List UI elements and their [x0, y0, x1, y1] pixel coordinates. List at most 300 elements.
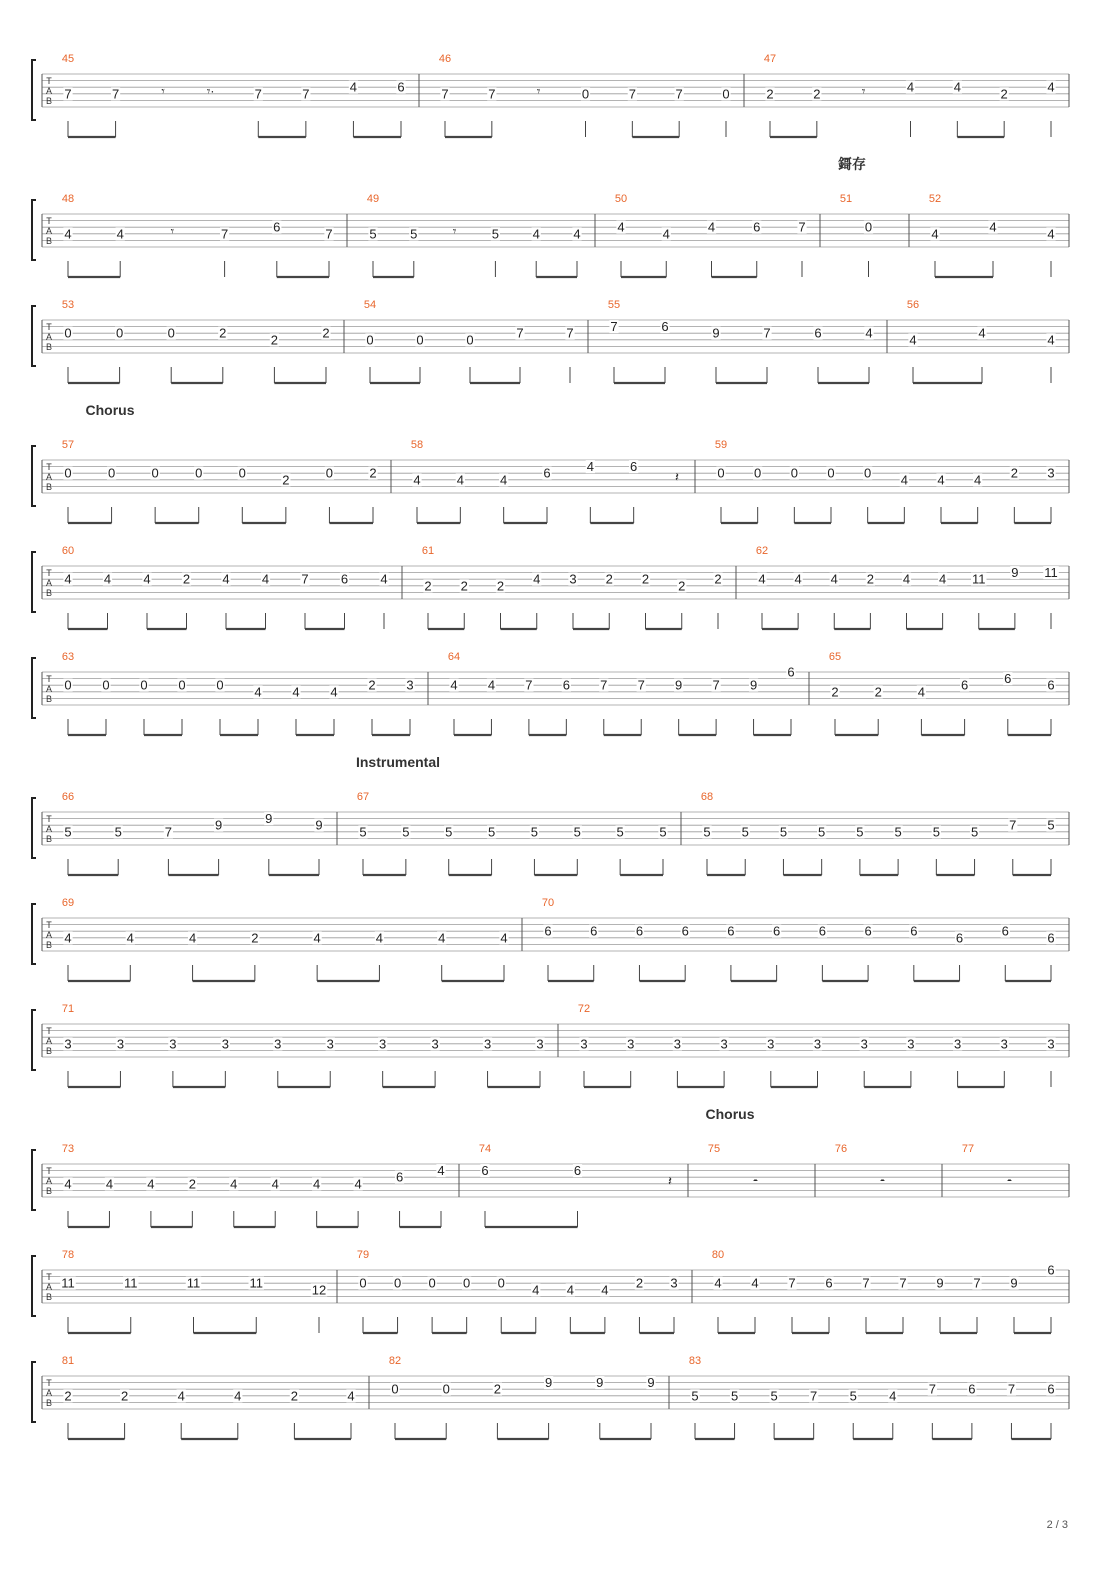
fret-number: 0 — [140, 677, 148, 693]
tab-clef-letter: A — [45, 472, 53, 482]
fret-number: 3 — [536, 1036, 544, 1052]
fret-number: 4 — [313, 930, 321, 946]
fret-number: 0 — [366, 332, 374, 348]
tab-clef-letter: A — [45, 684, 53, 694]
tab-clef-letter: A — [45, 1388, 53, 1398]
measure-number: 76 — [834, 1143, 848, 1155]
fret-number: 2 — [678, 578, 686, 594]
fret-number: 9 — [596, 1375, 604, 1391]
fret-number: 4 — [989, 219, 997, 235]
fret-number: 6 — [814, 325, 822, 341]
fret-number: 4 — [261, 571, 270, 587]
fret-number: 4 — [64, 226, 72, 242]
tab-clef-letter: A — [45, 86, 53, 96]
fret-number: 0 — [754, 465, 762, 481]
rest-symbol: 𝄾 — [536, 83, 541, 99]
fret-number: 3 — [431, 1036, 439, 1052]
fret-number: 7 — [763, 325, 771, 341]
fret-number: 3 — [860, 1036, 868, 1052]
fret-number: 7 — [637, 677, 645, 693]
fret-number: 2 — [493, 1381, 502, 1397]
fret-number: 2 — [866, 571, 874, 587]
fret-number: 6 — [395, 1169, 404, 1185]
fret-number: 3 — [673, 1036, 682, 1052]
fret-number: 2 — [368, 677, 376, 693]
fret-number: 2 — [188, 1176, 196, 1192]
fret-number: 6 — [787, 664, 795, 680]
tab-system — [32, 754, 1069, 875]
fret-number: 0 — [416, 332, 424, 348]
fret-number: 3 — [720, 1036, 728, 1052]
fret-number: 0 — [466, 332, 474, 348]
tab-clef-letter: T — [46, 920, 52, 930]
measure-number: 82 — [388, 1355, 402, 1367]
fret-number: 6 — [727, 923, 735, 939]
measure-number: 83 — [688, 1355, 702, 1367]
fret-number: 4 — [889, 1388, 897, 1404]
fret-number: 6 — [1001, 923, 1009, 939]
fret-number: 6 — [340, 571, 349, 587]
rest-symbol: 𝄼 — [880, 1173, 885, 1189]
fret-number: 6 — [825, 1275, 833, 1291]
system-brace — [32, 798, 36, 858]
fret-number: 3 — [627, 1036, 635, 1052]
fret-number: 5 — [818, 824, 826, 840]
measure-number: 50 — [614, 193, 628, 205]
rest-symbol: 𝄾· — [206, 83, 215, 99]
measure-number: 73 — [61, 1143, 75, 1155]
fret-number: 5 — [445, 824, 453, 840]
tab-clef-letter: B — [45, 834, 53, 844]
fret-number: 4 — [188, 930, 197, 946]
fret-number: 5 — [741, 824, 749, 840]
fret-number: 7 — [302, 86, 310, 102]
tab-system — [32, 53, 1069, 137]
measure-number: 53 — [61, 299, 75, 311]
fret-number: 0 — [216, 677, 224, 693]
fret-number: 3 — [1047, 465, 1055, 481]
fret-number: 7 — [488, 86, 496, 102]
section-label: Chorus — [85, 402, 135, 418]
fret-number: 2 — [605, 571, 613, 587]
fret-number: 5 — [410, 226, 418, 242]
fret-number: 0 — [722, 86, 730, 102]
fret-number: 7 — [798, 219, 806, 235]
fret-number: 11 — [972, 571, 986, 587]
tab-clef-letter: A — [45, 578, 53, 588]
fret-number: 3 — [569, 571, 577, 587]
system-brace — [32, 1256, 36, 1316]
tab-system — [32, 1355, 1069, 1439]
tab-system — [32, 897, 1069, 981]
fret-number: 6 — [635, 923, 644, 939]
tab-clef-letter: B — [45, 588, 53, 598]
measure-number: 81 — [61, 1355, 75, 1367]
fret-number: 11 — [249, 1275, 263, 1291]
fret-number: 9 — [1010, 1275, 1018, 1291]
tab-clef-letter: A — [45, 1176, 53, 1186]
tab-clef-letter: B — [45, 1186, 53, 1196]
fret-number: 4 — [354, 1176, 362, 1192]
fret-number: 3 — [116, 1036, 125, 1052]
tab-clef-letter: A — [45, 930, 53, 940]
fret-number: 2 — [813, 86, 821, 102]
measure-number: 63 — [61, 651, 75, 663]
fret-number: 5 — [1047, 817, 1055, 833]
measure-number: 54 — [363, 299, 377, 311]
tab-clef-letter: B — [45, 96, 53, 106]
fret-number: 4 — [330, 684, 338, 700]
fret-number: 4 — [126, 930, 134, 946]
fret-number: 5 — [894, 824, 902, 840]
fret-number: 7 — [254, 86, 262, 102]
fret-number: 6 — [910, 923, 918, 939]
fret-number: 6 — [481, 1163, 489, 1179]
fret-number: 7 — [788, 1275, 796, 1291]
fret-number: 4 — [566, 1282, 574, 1298]
measure-number: 48 — [61, 193, 75, 205]
fret-number: 3 — [907, 1036, 915, 1052]
measure-number: 60 — [61, 545, 75, 557]
tab-clef-letter: A — [45, 824, 53, 834]
fret-number: 6 — [1004, 671, 1012, 687]
fret-number: 2 — [219, 325, 227, 341]
measure-number: 66 — [61, 791, 75, 803]
fret-number: 6 — [773, 923, 781, 939]
tab-clef-letter: B — [45, 694, 53, 704]
fret-number: 2 — [424, 578, 432, 594]
tab-clef-letter: B — [45, 940, 53, 950]
tab-clef-letter: T — [46, 1166, 52, 1176]
tab-clef-letter: T — [46, 1378, 52, 1388]
tab-clef-letter: T — [46, 674, 52, 684]
fret-number: 0 — [167, 325, 175, 341]
fret-number: 2 — [64, 1388, 72, 1404]
fret-number: 2 — [182, 571, 191, 587]
rest-symbol: 𝄽 — [668, 1173, 672, 1189]
fret-number: 3 — [1047, 1036, 1055, 1052]
fret-number: 7 — [600, 677, 608, 693]
tab-clef-letter: A — [45, 226, 53, 236]
fret-number: 2 — [1010, 465, 1018, 481]
fret-number: 0 — [238, 465, 246, 481]
tab-clef-letter: T — [46, 322, 52, 332]
fret-number: 4 — [450, 677, 458, 693]
fret-number: 4 — [707, 219, 716, 235]
fret-number: 3 — [221, 1036, 229, 1052]
fret-number: 0 — [195, 465, 203, 481]
fret-number: 3 — [406, 677, 414, 693]
fret-number: 0 — [102, 677, 110, 693]
fret-number: 4 — [177, 1388, 185, 1404]
tab-clef-letter: B — [45, 482, 53, 492]
system-brace — [32, 1150, 36, 1210]
system-brace — [32, 60, 36, 120]
tab-system — [32, 545, 1069, 629]
fret-number: 0 — [359, 1275, 367, 1291]
measure-number: 59 — [714, 439, 728, 451]
rest-symbol: 𝄼 — [753, 1173, 758, 1189]
fret-number: 2 — [766, 86, 774, 102]
fret-number: 4 — [865, 325, 873, 341]
fret-number: 4 — [662, 226, 670, 242]
fret-number: 4 — [313, 1176, 321, 1192]
fret-number: 0 — [393, 1275, 402, 1291]
system-brace — [32, 1010, 36, 1070]
fret-number: 5 — [114, 824, 122, 840]
fret-number: 7 — [220, 226, 229, 242]
fret-number: 2 — [460, 578, 468, 594]
fret-number: 4 — [902, 571, 911, 587]
fret-number: 7 — [566, 325, 574, 341]
tab-clef-letter: T — [46, 1272, 52, 1282]
tab-system — [32, 402, 1069, 523]
measure-number: 80 — [711, 1249, 725, 1261]
fret-number: 4 — [271, 1176, 279, 1192]
fret-number: 6 — [753, 219, 761, 235]
tab-clef-letter: A — [45, 1036, 53, 1046]
fret-number: 9 — [647, 1375, 655, 1391]
rest-symbol: 𝄾 — [452, 223, 457, 239]
measure-number: 69 — [61, 897, 75, 909]
fret-number: 5 — [779, 824, 788, 840]
fret-number: 9 — [265, 811, 273, 827]
fret-number: 4 — [103, 571, 112, 587]
fret-number: 5 — [703, 824, 711, 840]
fret-number: 2 — [714, 571, 722, 587]
section-label: Instrumental — [355, 754, 441, 770]
fret-number: 9 — [675, 677, 683, 693]
rest-symbol: 𝄼 — [1007, 1173, 1012, 1189]
fret-number: 5 — [402, 824, 410, 840]
measure-number: 74 — [478, 1143, 492, 1155]
fret-number: 4 — [939, 571, 947, 587]
fret-number: 0 — [64, 465, 72, 481]
fret-number: 4 — [758, 571, 766, 587]
measure-number: 51 — [839, 193, 853, 205]
system-brace — [32, 200, 36, 260]
fret-number: 5 — [369, 226, 377, 242]
tab-system — [32, 1249, 1069, 1333]
fret-number: 6 — [273, 219, 281, 235]
fret-number: 5 — [849, 1388, 857, 1404]
fret-number: 4 — [347, 1388, 355, 1404]
fret-number: 3 — [64, 1036, 72, 1052]
fret-number: 7 — [325, 226, 333, 242]
fret-number: 4 — [532, 1282, 540, 1298]
fret-number: 4 — [937, 472, 945, 488]
measure-number: 71 — [61, 1003, 75, 1015]
fret-number: 0 — [151, 465, 159, 481]
fret-number: 4 — [349, 79, 358, 95]
fret-number: 11 — [1044, 565, 1058, 581]
fret-number: 3 — [326, 1036, 334, 1052]
fret-number: 0 — [115, 325, 124, 341]
fret-number: 0 — [864, 465, 872, 481]
fret-number: 4 — [64, 1176, 72, 1192]
fret-number: 7 — [1009, 817, 1017, 833]
fret-number: 7 — [610, 319, 618, 335]
fret-number: 2 — [635, 1275, 644, 1291]
measure-number: 78 — [61, 1249, 75, 1261]
fret-number: 4 — [230, 1176, 238, 1192]
fret-number: 0 — [391, 1381, 399, 1397]
fret-number: 7 — [525, 677, 533, 693]
tab-system — [32, 1106, 1069, 1227]
fret-number: 3 — [580, 1036, 588, 1052]
fret-number: 0 — [827, 465, 835, 481]
fret-number: 4 — [917, 684, 926, 700]
fret-number: 5 — [770, 1388, 778, 1404]
fret-number: 6 — [681, 923, 689, 939]
fret-number: 5 — [487, 824, 496, 840]
tab-system — [32, 1003, 1069, 1087]
rest-symbol: 𝄾 — [161, 83, 165, 99]
fret-number: 0 — [717, 465, 725, 481]
fret-number: 4 — [380, 571, 388, 587]
tab-system — [32, 299, 1069, 383]
fret-number: 2 — [270, 332, 279, 348]
fret-number: 4 — [500, 930, 508, 946]
fret-number: 0 — [864, 219, 873, 235]
fret-number: 6 — [544, 923, 552, 939]
fret-number: 12 — [311, 1282, 327, 1298]
measure-number: 77 — [961, 1143, 975, 1155]
fret-number: 7 — [675, 86, 683, 102]
section-label: 鎶存 — [838, 156, 866, 172]
fret-number: 9 — [214, 817, 223, 833]
fret-number: 7 — [862, 1275, 870, 1291]
rest-symbol: 𝄾 — [861, 83, 866, 99]
fret-number: 7 — [899, 1275, 907, 1291]
fret-number: 2 — [874, 684, 882, 700]
system-brace — [32, 306, 36, 366]
fret-number: 4 — [1047, 79, 1055, 95]
fret-number: 4 — [487, 677, 496, 693]
fret-number: 4 — [978, 325, 986, 341]
fret-number: 4 — [143, 571, 151, 587]
fret-number: 9 — [315, 817, 323, 833]
measure-number: 57 — [61, 439, 75, 451]
fret-number: 5 — [691, 1388, 699, 1404]
fret-number: 5 — [730, 1388, 739, 1404]
fret-number: 6 — [590, 923, 598, 939]
rest-symbol: 𝄽 — [675, 469, 679, 485]
fret-number: 2 — [120, 1388, 129, 1404]
fret-number: 6 — [1047, 677, 1055, 693]
fret-number: 4 — [974, 472, 982, 488]
fret-number: 2 — [831, 684, 839, 700]
fret-number: 6 — [630, 459, 638, 475]
fret-number: 4 — [147, 1176, 155, 1192]
fret-number: 4 — [254, 684, 262, 700]
fret-number: 4 — [909, 332, 917, 348]
fret-number: 7 — [516, 325, 524, 341]
system-brace — [32, 552, 36, 612]
measure-number: 67 — [356, 791, 370, 803]
fret-number: 4 — [222, 571, 230, 587]
fret-number: 6 — [818, 923, 826, 939]
fret-number: 3 — [274, 1036, 282, 1052]
fret-number: 3 — [1000, 1036, 1008, 1052]
fret-number: 2 — [251, 930, 259, 946]
fret-number: 3 — [483, 1036, 492, 1052]
fret-number: 4 — [437, 1163, 445, 1179]
fret-number: 4 — [64, 930, 72, 946]
tab-system — [32, 651, 1069, 735]
tab-clef-letter: T — [46, 76, 52, 86]
fret-number: 4 — [830, 571, 838, 587]
fret-number: 4 — [617, 219, 625, 235]
fret-number: 4 — [533, 571, 541, 587]
fret-number: 6 — [543, 465, 551, 481]
fret-number: 6 — [573, 1163, 582, 1179]
system-brace — [32, 904, 36, 964]
measure-number: 65 — [828, 651, 842, 663]
tab-clef-letter: B — [45, 236, 53, 246]
fret-number: 4 — [116, 226, 124, 242]
fret-number: 9 — [712, 325, 720, 341]
fret-number: 2 — [290, 1388, 299, 1404]
fret-number: 5 — [491, 226, 500, 242]
system-brace — [32, 446, 36, 506]
fret-number: 4 — [105, 1176, 114, 1192]
measure-number: 79 — [356, 1249, 370, 1261]
fret-number: 5 — [970, 824, 979, 840]
measure-number: 49 — [366, 193, 380, 205]
fret-number: 4 — [953, 79, 961, 95]
fret-number: 6 — [397, 79, 405, 95]
fret-number: 6 — [1047, 1381, 1055, 1397]
fret-number: 6 — [955, 930, 964, 946]
tab-clef-letter: T — [46, 1026, 52, 1036]
fret-number: 9 — [936, 1275, 944, 1291]
fret-number: 4 — [714, 1275, 722, 1291]
fret-number: 2 — [282, 472, 290, 488]
fret-number: 4 — [586, 459, 594, 475]
fret-number: 3 — [169, 1036, 177, 1052]
fret-number: 0 — [428, 1275, 436, 1291]
fret-number: 4 — [931, 226, 939, 242]
fret-number: 3 — [767, 1036, 775, 1052]
tab-clef-letter: A — [45, 1282, 53, 1292]
fret-number: 5 — [359, 824, 367, 840]
fret-number: 4 — [64, 571, 72, 587]
fret-number: 7 — [64, 86, 72, 102]
fret-number: 0 — [64, 677, 72, 693]
fret-number: 0 — [463, 1275, 471, 1291]
measure-number: 75 — [707, 1143, 721, 1155]
fret-number: 3 — [379, 1036, 387, 1052]
fret-number: 7 — [928, 1381, 936, 1397]
measure-number: 70 — [541, 897, 555, 909]
fret-number: 0 — [442, 1381, 450, 1397]
fret-number: 5 — [659, 824, 667, 840]
fret-number: 4 — [601, 1282, 609, 1298]
measure-number: 45 — [61, 53, 75, 65]
measure-number: 56 — [906, 299, 920, 311]
tab-clef-letter: T — [46, 462, 52, 472]
system-brace — [32, 658, 36, 718]
fret-number: 6 — [960, 677, 969, 693]
fret-number: 0 — [107, 465, 116, 481]
fret-number: 4 — [456, 472, 464, 488]
fret-number: 4 — [794, 571, 802, 587]
fret-number: 4 — [573, 226, 581, 242]
measure-number: 62 — [755, 545, 769, 557]
tab-clef-letter: T — [46, 814, 52, 824]
system-brace — [32, 1362, 36, 1422]
